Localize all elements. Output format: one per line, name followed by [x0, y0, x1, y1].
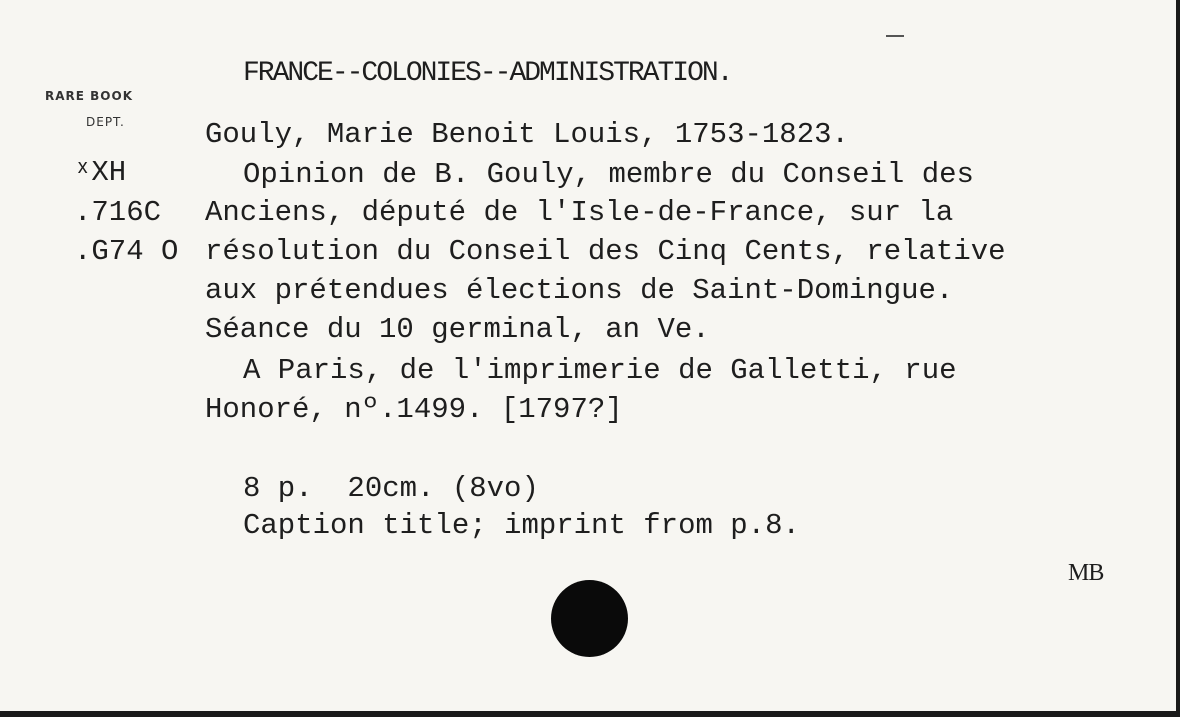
- title-line-2: Anciens, député de l'Isle-de-France, sur la: [205, 196, 954, 229]
- imprint-line-1: A Paris, de l'imprimerie de Galletti, rue: [243, 354, 957, 387]
- call-number-line-2: .716C: [74, 196, 162, 229]
- title-line-3: résolution du Conseil des Cinq Cents, relative: [205, 235, 1006, 268]
- title-line-4: aux prétendues élections de Saint-Domingue.: [205, 274, 954, 307]
- stamp-rare-book: RARE BOOK: [45, 89, 133, 103]
- imprint-line-2: Honoré, nº.1499. [1797?]: [205, 393, 623, 426]
- cataloger-initials: MB: [1068, 560, 1104, 586]
- card-punch-hole: [551, 580, 628, 657]
- stamp-dept: DEPT.: [86, 115, 125, 129]
- collation: 8 p. 20cm. (8vo): [243, 472, 539, 505]
- call-number-line-3: .G74 O: [74, 235, 179, 268]
- top-dash-mark: [886, 35, 904, 37]
- note: Caption title; imprint from p.8.: [243, 509, 800, 542]
- main-entry: Gouly, Marie Benoit Louis, 1753-1823.: [205, 118, 849, 151]
- title-line-5: Séance du 10 germinal, an Ve.: [205, 313, 710, 346]
- call-number-line-1: ˣXH: [74, 156, 127, 189]
- subject-heading: FRANCE--COLONIES--ADMINISTRATION.: [243, 58, 732, 89]
- title-line-1: Opinion de B. Gouly, membre du Conseil des: [243, 158, 974, 191]
